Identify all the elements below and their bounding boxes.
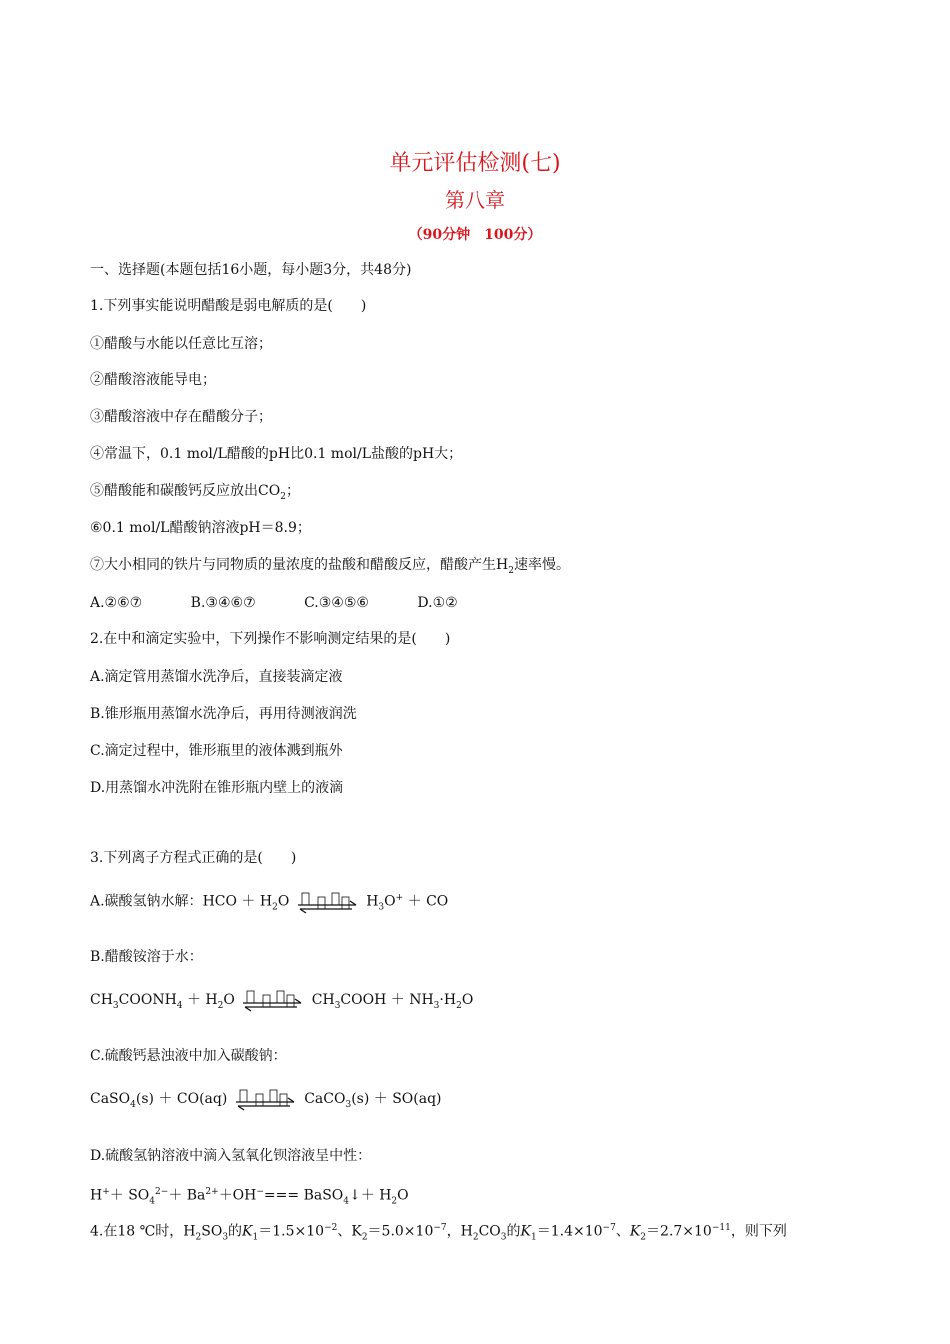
q1-option-c[interactable]: C.③④⑤⑥ <box>304 595 369 611</box>
q3-option-c-equation: CaSO$_4$(s) ＋ CO(aq) CaCO$_3$(s) ＋ SO(aq) <box>90 1086 442 1115</box>
q3-option-b-label[interactable]: B.醋酸铵溶于水： <box>90 949 203 965</box>
q3-option-b-equation: $CH_3COONH_4 + H_2O$ $CH_3COOH + NH_3\cdot H_2O$ <box>90 987 473 1016</box>
q2-option-c[interactable]: C.滴定过程中，锥形瓶里的液体溅到瓶外 <box>90 743 343 759</box>
q3-option-a[interactable]: A.碳酸氢钠水解：HCO ＋ $H_2O$ $H_3O^+$ ＋ CO <box>90 888 448 917</box>
q1-option-d[interactable]: D.①② <box>417 595 458 611</box>
q1-option-a[interactable]: A.②⑥⑦ <box>90 595 143 611</box>
q1-item-3: ③醋酸溶液中存在醋酸分子； <box>90 409 272 425</box>
section-heading: 一、选择题(本题包括16小题，每小题3分，共48分) <box>90 262 412 278</box>
q1-item-4: ④常温下，0.1 mol/L醋酸的pH比0.1 mol/L盐酸的pH大； <box>90 446 463 462</box>
q2-option-a[interactable]: A.滴定管用蒸馏水洗净后，直接装滴定液 <box>90 669 343 685</box>
time-score: （90分钟 100分） <box>408 227 542 243</box>
q1-item-7: ⑦大小相同的铁片与同物质的量浓度的盐酸和醋酸反应，醋酸产生$H_2$速率慢。 <box>90 557 570 576</box>
q3-option-d-label[interactable]: D.硫酸氢钠溶液中滴入氢氧化钡溶液呈中性： <box>90 1148 372 1164</box>
q1-item-1: ①醋酸与水能以任意比互溶； <box>90 336 272 352</box>
question-3-stem: 3.下列离子方程式正确的是( ) <box>90 850 297 866</box>
q2-option-d[interactable]: D.用蒸馏水冲洗附在锥形瓶内壁上的液滴 <box>90 780 344 796</box>
q1-item-5: ⑤醋酸能和碳酸钙反应放出$CO_2$； <box>90 483 300 502</box>
q3-option-c-label[interactable]: C.硫酸钙悬浊液中加入碳酸钠： <box>90 1048 287 1064</box>
q1-options <box>90 593 502 613</box>
page-title: 单元评估检测(七) <box>389 151 561 176</box>
q2-option-b[interactable]: B.锥形瓶用蒸馏水洗净后，再用待测液润洗 <box>90 706 357 722</box>
q1-item-2: ②醋酸溶液能导电； <box>90 372 216 388</box>
q1-item-6: ⑥0.1 mol/L醋酸钠溶液pH＝8.9； <box>90 520 311 536</box>
equilibrium-arrow-icon <box>241 987 305 1013</box>
q1-option-b[interactable]: B.③④⑥⑦ <box>190 595 256 611</box>
q3-option-d-equation: $H^++ SO_4^{2-}+ Ba^{2+}+OH^-===$ BaSO$_4$↓＋ $H_2O$ <box>90 1187 409 1207</box>
chapter-title: 第八章 <box>445 188 505 212</box>
question-1-stem: 1.下列事实能说明醋酸是弱电解质的是( ) <box>90 298 367 314</box>
question-4-stem: 4.在18 ℃时，$H_2SO_3$的$K_1=1.5\times 10^{-2}$、$K_2=5.0\times 10^{-7}$，$H_2CO_3$的$K_1=1.4\times 10^{-7}$、$K_2=2.7\times 10^{-11}$，则下列 <box>90 1223 787 1243</box>
equilibrium-arrow-icon <box>234 1086 298 1112</box>
equilibrium-arrow-icon <box>296 889 360 915</box>
question-2-stem: 2.在中和滴定实验中，下列操作不影响测定结果的是( ) <box>90 631 451 647</box>
